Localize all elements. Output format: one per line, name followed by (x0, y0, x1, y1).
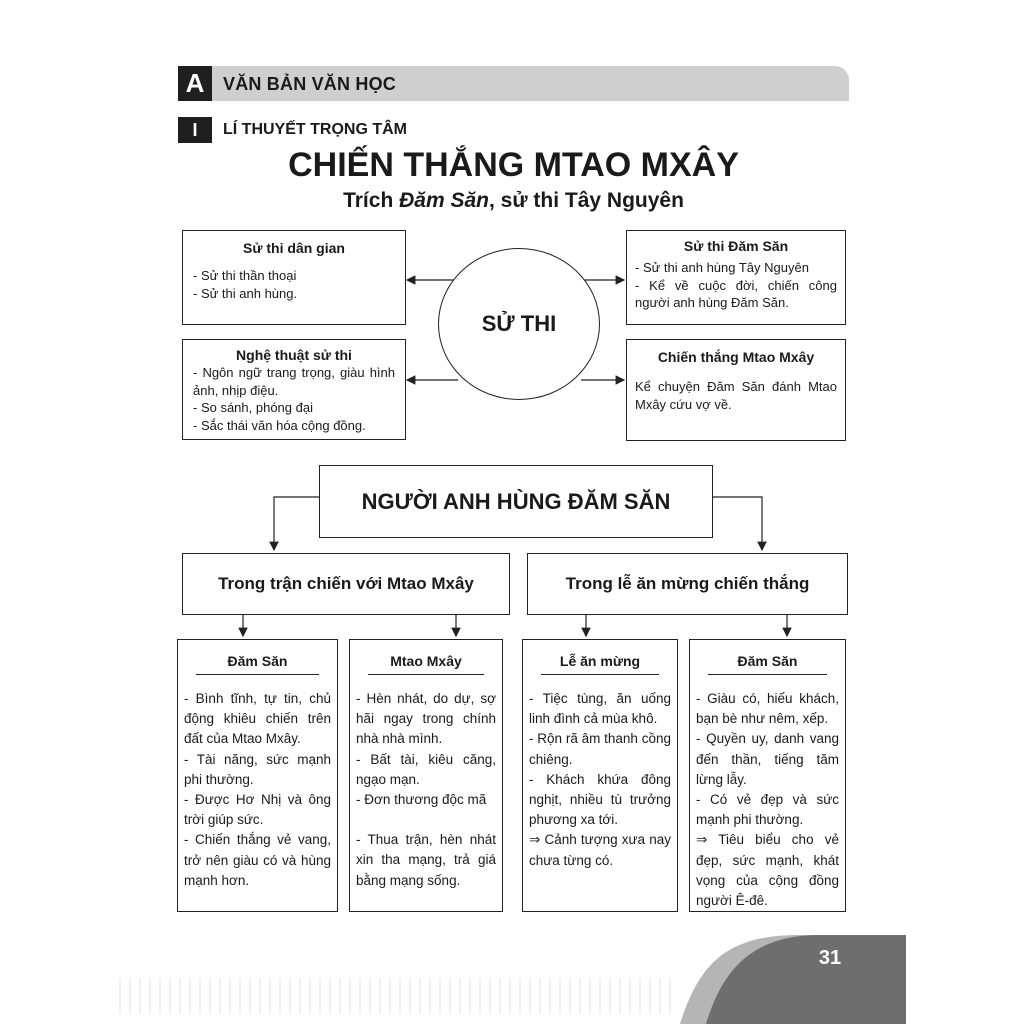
list-item: - Sử thi anh hùng. (193, 285, 298, 301)
column-title: Đăm Săn (196, 648, 319, 675)
page-title: CHIẾN THẮNG MTAO MXÂY (288, 146, 739, 184)
folk-epic-body (193, 267, 395, 302)
column-dam-san-battle (177, 639, 338, 912)
hero-box: NGƯỜI ANH HÙNG ĐĂM SĂN (319, 465, 713, 538)
victory-title: Chiến thắng Mtao Mxây (657, 349, 815, 365)
list-item: - So sánh, phóng đại (193, 400, 313, 415)
list-item: - Chiến thắng vẻ vang, trở nên giàu có và hùng mạnh hơn. (184, 832, 331, 888)
column-title: Mtao Mxây (368, 648, 484, 675)
page-number: 31 (818, 947, 842, 969)
list-item: - Sử thi thần thoại (193, 268, 297, 283)
victory-body (635, 378, 837, 413)
list-item: ⇒ Cảnh tượng xưa nay chưa từng có. (529, 832, 671, 868)
epic-center-circle: SỬ THI (438, 248, 600, 400)
list-spacer (356, 810, 496, 830)
list-item: - Quyền uy, danh vang đến thần, tiếng tăm lừng lẫy. (696, 731, 839, 787)
dam-san-epic-box (626, 230, 846, 325)
column-mtao-mxay (349, 639, 503, 912)
column-title: Lễ ăn mừng (541, 648, 659, 675)
list-item: - Thua trận, hèn nhát xin tha mạng, trả giá bằng mạng sống. (356, 832, 496, 888)
folk-epic-box (182, 230, 406, 325)
section-a-letter: A (178, 66, 212, 101)
arrow-to-celebration (713, 497, 762, 550)
epic-art-title: Nghệ thuật sử thi (236, 347, 352, 363)
list-item: - Kể về cuộc đời, chiến công người anh hùng Đăm Săn. (635, 277, 837, 310)
epic-art-body (193, 364, 395, 434)
page-subtitle (178, 186, 849, 216)
victory-box (626, 339, 846, 441)
list-item: ⇒ Tiêu biểu cho vẻ đẹp, sức mạnh, khát vọng của cộng đồng người Ê-đê. (696, 832, 839, 909)
subtitle-prefix: Trích (343, 189, 400, 212)
section-i-title: LÍ THUYẾT TRỌNG TÂM (223, 121, 407, 138)
list-item: - Sử thi anh hùng Tây Nguyên (635, 260, 809, 275)
list-item: Kể chuyện Đăm Săn đánh Mtao Mxây cứu vợ về. (635, 379, 837, 412)
column-body (356, 689, 496, 891)
subtitle-suffix: , sử thi Tây Nguyên (489, 189, 684, 212)
list-item: - Tiệc tùng, ăn uống linh đình cả mùa khô. (529, 691, 671, 727)
list-item: - Hèn nhát, do dự, sợ hãi ngay trong chính nhà nhà mình. (356, 691, 496, 747)
list-item: - Khách khứa đông nghịt, nhiều tù trưởng phương xa tới. (529, 771, 671, 828)
list-item: - Rộn rã âm thanh cồng chiêng. (529, 731, 671, 767)
list-item: - Được Hơ Nhị và ông trời giúp sức. (184, 792, 331, 828)
subtitle-italic: Đăm Săn (399, 189, 489, 212)
dam-san-epic-title: Sử thi Đăm Săn (683, 238, 789, 254)
column-body (529, 689, 671, 871)
list-item: - Bình tĩnh, tự tin, chủ động khiêu chiến trên đất của Mtao Mxây. (184, 691, 331, 747)
list-item: - Giàu có, hiếu khách, bạn bè như nêm, xếp. (696, 691, 839, 727)
section-i-letter: I (178, 117, 212, 143)
bottom-hatch (120, 978, 670, 1014)
folk-epic-title: Sử thi dân gian (243, 240, 345, 256)
battle-branch-box: Trong trận chiến với Mtao Mxây (182, 553, 510, 615)
column-celebration (522, 639, 678, 912)
dam-san-epic-body (635, 259, 837, 312)
page-corner-decoration (680, 935, 906, 1024)
list-item: - Đơn thương độc mã (356, 792, 487, 808)
list-item: - Tài năng, sức mạnh phi thường. (184, 751, 331, 787)
column-dam-san-celebration (689, 639, 846, 912)
list-item: - Bất tài, kiêu căng, ngạo mạn. (356, 751, 496, 787)
section-a-title: VĂN BẢN VĂN HỌC (223, 74, 397, 94)
list-item: - Ngôn ngữ trang trọng, giàu hình ảnh, nhịp điệu. (193, 365, 395, 398)
list-item: - Sắc thái văn hóa cộng đồng. (193, 417, 366, 433)
column-body (696, 689, 839, 911)
celebration-branch-box: Trong lễ ăn mừng chiến thắng (527, 553, 848, 615)
epic-art-box (182, 339, 406, 440)
list-item: - Có vẻ đẹp và sức mạnh phi thường. (696, 792, 839, 828)
arrow-to-battle (274, 497, 319, 550)
column-title: Đăm Săn (708, 648, 827, 675)
column-body (184, 689, 331, 891)
